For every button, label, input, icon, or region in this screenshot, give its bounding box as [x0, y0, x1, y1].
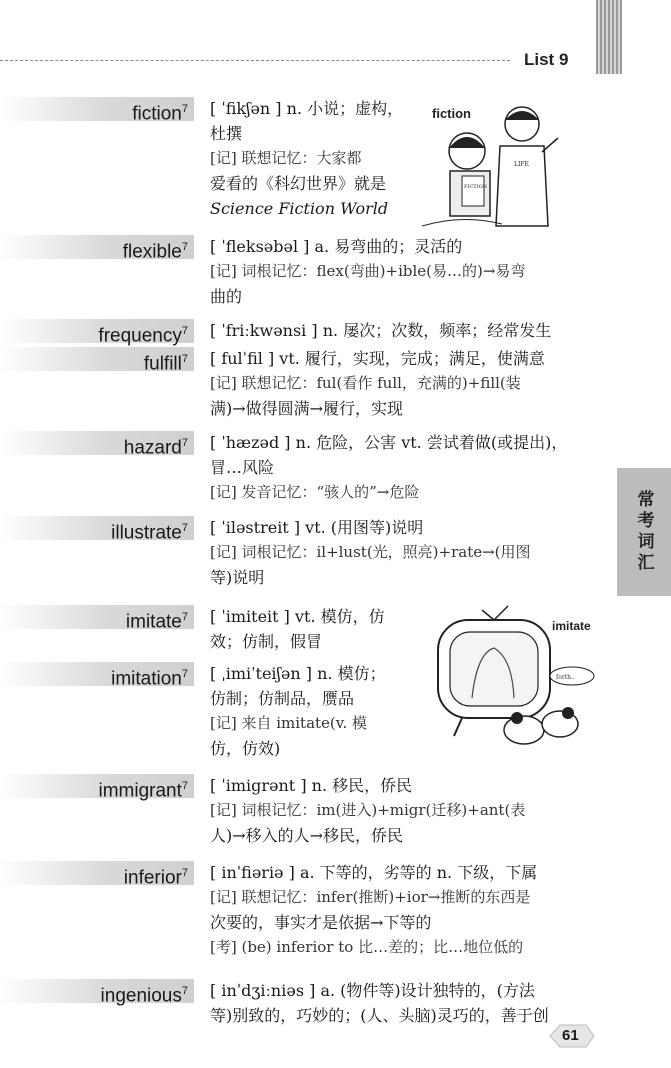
- definition-line: [210, 234, 600, 259]
- phonetic: [ inˈdʒiːniəs ]: [210, 981, 316, 1000]
- memo-line: [考] (be) inferior to 比…差的；比…地位低的: [210, 938, 524, 956]
- imitate-illustration: [432, 598, 597, 758]
- definition-block: [210, 430, 600, 505]
- definition-line: [210, 346, 600, 371]
- definition-text: a. (物件等)设计独特的，(方法: [320, 981, 535, 1000]
- definition-line: 杜撰: [210, 124, 243, 143]
- header-rule: [0, 60, 510, 62]
- headword-text: frequency: [98, 325, 182, 347]
- definition-line: [210, 318, 600, 343]
- definition-block: [210, 978, 600, 1028]
- memo-line: [记] 来自 imitate(v. 模: [210, 714, 368, 732]
- definition-text: a. 下等的，劣等的 n. 下级，下属: [299, 863, 538, 882]
- fiction-caption: fiction: [432, 106, 471, 121]
- side-tab-label: 常考词汇: [633, 490, 654, 574]
- headword-text: imitate: [125, 611, 182, 633]
- memo-line: [记] 词根记忆：il+lust(光，照亮)+rate→(用图: [210, 543, 531, 561]
- memo-line: [记] 联想记忆：infer(推断)+ior→推断的东西是: [210, 888, 531, 906]
- frequency-mark: 7: [181, 668, 188, 680]
- headword: [0, 319, 194, 347]
- headword-text: immigrant: [98, 780, 182, 802]
- headword: [0, 662, 194, 690]
- headword: [0, 774, 194, 802]
- headword-text: flexible: [122, 241, 182, 263]
- definition-text: vt. (用图等)说明: [305, 518, 424, 537]
- headword-text: fulfill: [143, 353, 182, 375]
- phonetic: [ fulˈfil ]: [210, 349, 275, 368]
- frequency-mark: 7: [181, 522, 188, 534]
- definition-text: vt. 模仿，仿: [295, 607, 385, 626]
- definition-line: 效；仿制，假冒: [210, 632, 323, 651]
- definition-block: [210, 773, 600, 848]
- headword: [0, 516, 194, 544]
- definition-line: 仿，仿效): [210, 739, 281, 758]
- phonetic: [ inˈfiəriə ]: [210, 863, 295, 882]
- definition-block: [210, 661, 415, 761]
- memo-line: [记] 词根记忆：im(进入)+migr(迁移)+ant(表: [210, 801, 526, 819]
- definition-line: [210, 430, 600, 455]
- svg-text:FICTION: FICTION: [464, 184, 488, 190]
- headword: [0, 97, 194, 125]
- definition-line: 满)→做得圆满→履行，实现: [210, 399, 404, 418]
- definition-text: vt. 履行，实现，完成；满足，使满意: [279, 349, 545, 368]
- definition-text: n. 危险，公害 vt. 尝试着做(或提出)，: [295, 433, 568, 452]
- headword: [0, 235, 194, 263]
- frequency-mark: 7: [181, 103, 188, 115]
- phonetic: [ ˈfriːkwənsi ]: [210, 321, 318, 340]
- phonetic: [ ˈhæzəd ]: [210, 433, 291, 452]
- frequency-mark: 7: [181, 780, 188, 792]
- memo-line: [记] 发音记忆：“骇人的”→危险: [210, 483, 420, 501]
- phonetic: [ ˈfleksəbəl ]: [210, 237, 310, 256]
- headword-text: inferior: [123, 867, 182, 889]
- definition-line: [210, 978, 600, 1003]
- headword-text: ingenious: [100, 985, 182, 1007]
- frequency-mark: 7: [181, 437, 188, 449]
- phonetic: [ ˈimiteit ]: [210, 607, 290, 626]
- definition-block: [210, 346, 600, 421]
- phonetic: [ ˈfikʃən ]: [210, 99, 282, 118]
- frequency-mark: 7: [181, 985, 188, 997]
- definition-line: 人)→移入的人→移民，侨民: [210, 826, 404, 845]
- fiction-illustration: [422, 96, 562, 234]
- page-number: 61: [562, 1027, 579, 1044]
- definition-line: 仿制；仿制品，赝品: [210, 689, 355, 708]
- memo-line: [记] 词根记忆：flex(弯曲)+ible(易…的)→易弯: [210, 262, 526, 280]
- phonetic: [ ˈimigrənt ]: [210, 776, 307, 795]
- phonetic: [ ˌimiˈteiʃən ]: [210, 664, 312, 683]
- list-title: List 9: [524, 50, 569, 69]
- definition-text: n. 小说；虚构，: [286, 99, 404, 118]
- definition-line: 等)说明: [210, 568, 265, 587]
- frequency-mark: 7: [181, 325, 188, 337]
- imitate-caption: imitate: [552, 619, 591, 633]
- definition-text: n. 屡次；次数，频率；经常发生: [322, 321, 552, 340]
- headword-text: fiction: [132, 103, 182, 125]
- definition-line: 曲的: [210, 287, 243, 306]
- definition-line: [210, 773, 600, 798]
- side-tab: [617, 468, 671, 596]
- memo-line: [记] 联想记忆：大家都: [210, 149, 362, 167]
- frequency-mark: 7: [181, 611, 188, 623]
- frequency-mark: 7: [181, 353, 188, 365]
- definition-block: [210, 515, 600, 590]
- memo-line: [记] 联想记忆：ful(看作 full，充满的)+fill(装: [210, 374, 521, 392]
- headword: [0, 605, 194, 633]
- definition-line: [210, 96, 422, 121]
- headword-text: imitation: [111, 668, 182, 690]
- headword-text: illustrate: [111, 522, 182, 544]
- definition-line: 次要的，事实才是依据→下等的: [210, 913, 432, 932]
- definition-line: [210, 604, 415, 629]
- corner-decoration: [596, 0, 622, 74]
- definition-line: Science Fiction World: [210, 199, 389, 218]
- headword: [0, 431, 194, 459]
- definition-line: 等)别致的，巧妙的；(人、头脑)灵巧的，善于创: [210, 1006, 549, 1025]
- definition-line: [210, 661, 415, 686]
- definition-block: [210, 96, 422, 221]
- frequency-mark: 7: [181, 867, 188, 879]
- definition-line: 冒…风险: [210, 458, 275, 477]
- definition-block: [210, 234, 600, 309]
- headword: [0, 347, 194, 375]
- definition-text: n. 模仿；: [317, 664, 386, 683]
- headword: [0, 861, 194, 889]
- definition-line: 爱看的《科幻世界》就是: [210, 174, 387, 193]
- svg-text:LIFE: LIFE: [514, 161, 529, 168]
- definition-text: a. 易弯曲的；灵活的: [314, 237, 463, 256]
- svg-text:forth..: forth..: [556, 674, 575, 681]
- definition-line: [210, 515, 600, 540]
- headword: [0, 979, 194, 1007]
- frequency-mark: 7: [181, 241, 188, 253]
- definition-block: [210, 318, 600, 343]
- definition-block: [210, 860, 600, 960]
- definition-line: [210, 860, 600, 885]
- phonetic: [ ˈiləstreit ]: [210, 518, 301, 537]
- definition-text: n. 移民，侨民: [311, 776, 413, 795]
- headword-text: hazard: [123, 437, 182, 459]
- definition-block: [210, 604, 415, 654]
